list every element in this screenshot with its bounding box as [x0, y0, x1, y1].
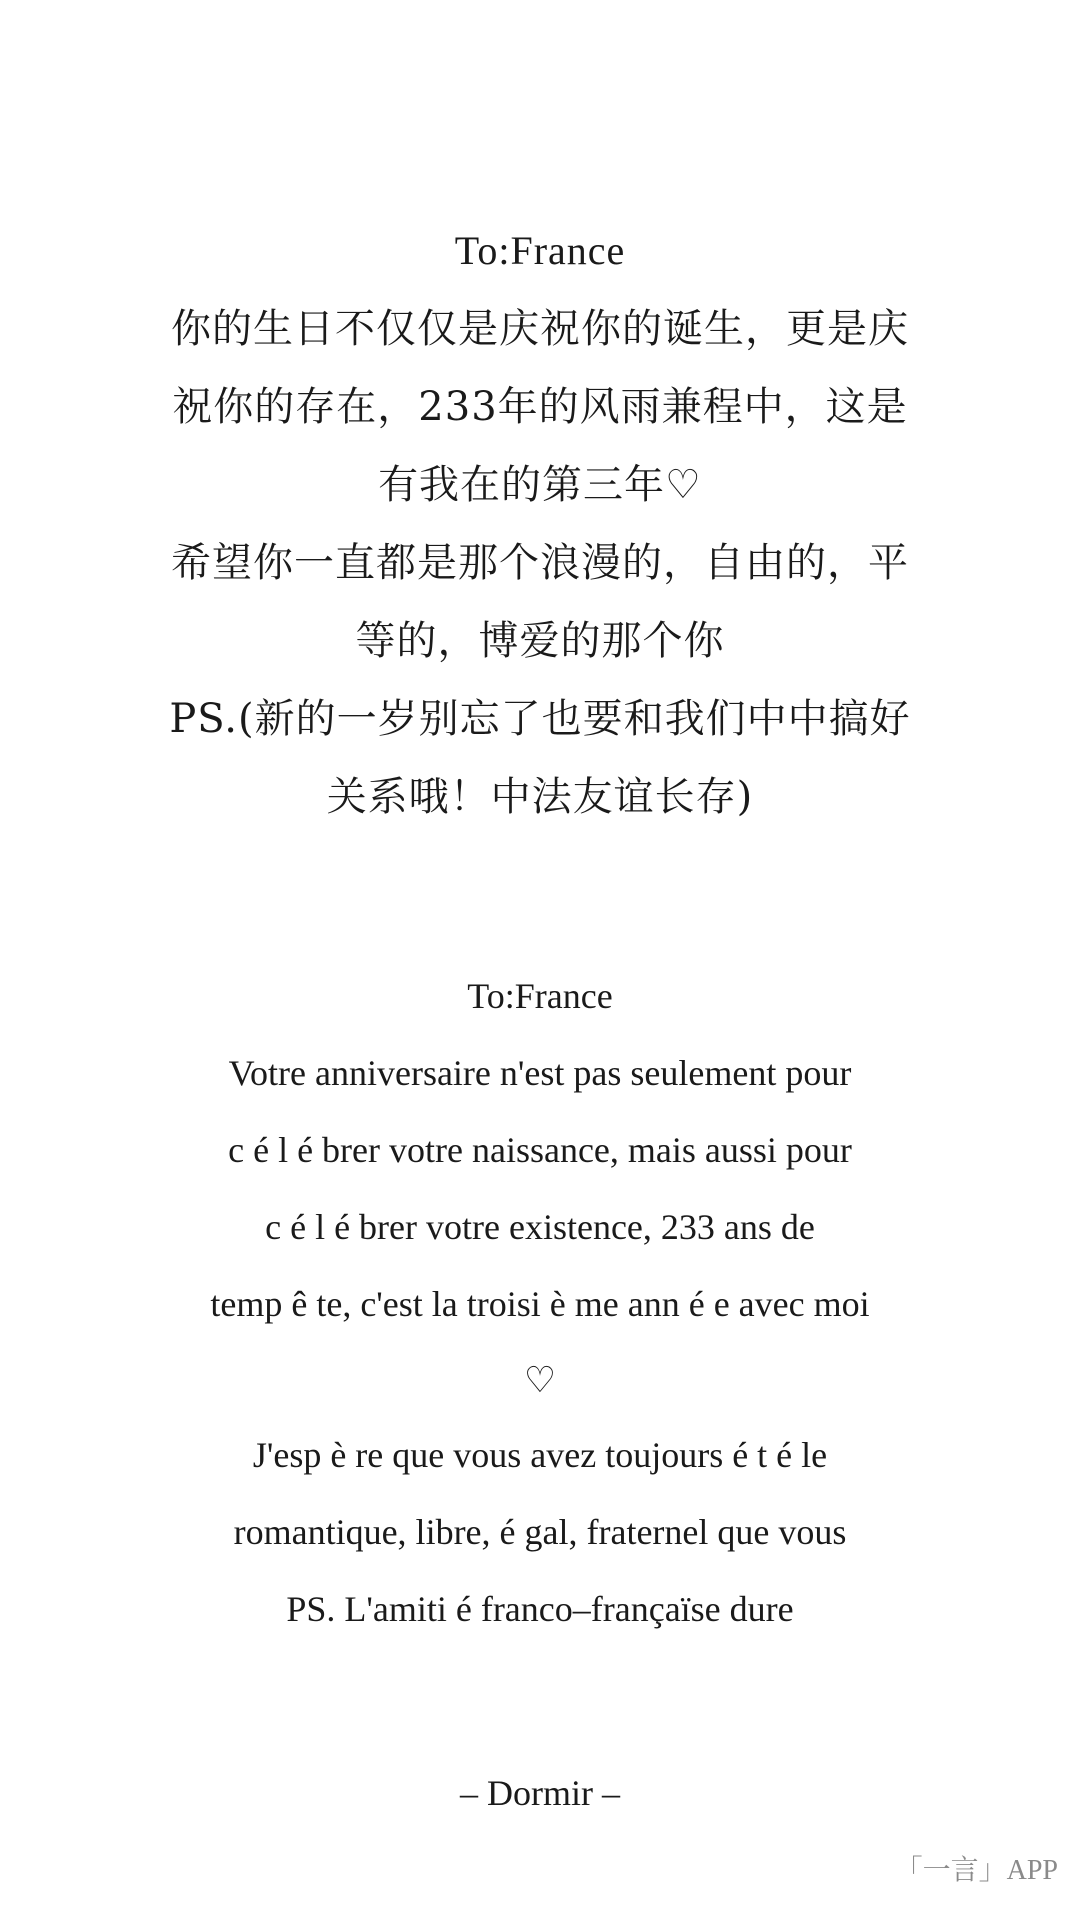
letter-line: 希望你一直都是那个浪漫的，自由的，平: [171, 540, 909, 586]
greeting-chinese: To:France: [454, 228, 626, 273]
app-watermark: 「一言」APP: [894, 1855, 1058, 1886]
letter-french: [140, 958, 940, 1648]
letter-card: [140, 212, 940, 1823]
letter-line: 祝你的存在，233年的风雨兼程中，这是: [172, 384, 908, 430]
section-spacer: [140, 1648, 940, 1763]
letter-line: 等的，博爱的那个你: [355, 618, 725, 664]
section-spacer: [140, 836, 940, 958]
letter-line: c é l é brer votre existence, 233 ans de: [265, 1207, 815, 1247]
letter-chinese: [140, 212, 940, 836]
heart-line: ♡: [523, 1360, 557, 1400]
letter-line: romantique, libre, é gal, fraternel que vous: [233, 1512, 847, 1552]
letter-line: PS.(新的一岁别忘了也要和我们中中搞好: [169, 696, 911, 742]
letter-line: 关系哦！中法友谊长存): [326, 774, 754, 820]
letter-line: c é l é brer votre naissance, mais aussi pour: [228, 1130, 852, 1170]
letter-line: Votre anniversaire n'est pas seulement pour: [228, 1053, 852, 1093]
letter-line: J'esp è re que vous avez toujours é t é le: [252, 1435, 828, 1475]
letter-line: 你的生日不仅仅是庆祝你的诞生，更是庆: [171, 306, 909, 352]
letter-line: temp ê te, c'est la troisi è me ann é e avec moi: [210, 1284, 870, 1324]
signature: – Dormir –: [460, 1773, 620, 1813]
letter-line: PS. L'amiti é franco–françaїse dure: [286, 1589, 794, 1629]
letter-line: 有我在的第三年♡: [378, 462, 702, 508]
greeting-french: To:France: [467, 976, 613, 1016]
